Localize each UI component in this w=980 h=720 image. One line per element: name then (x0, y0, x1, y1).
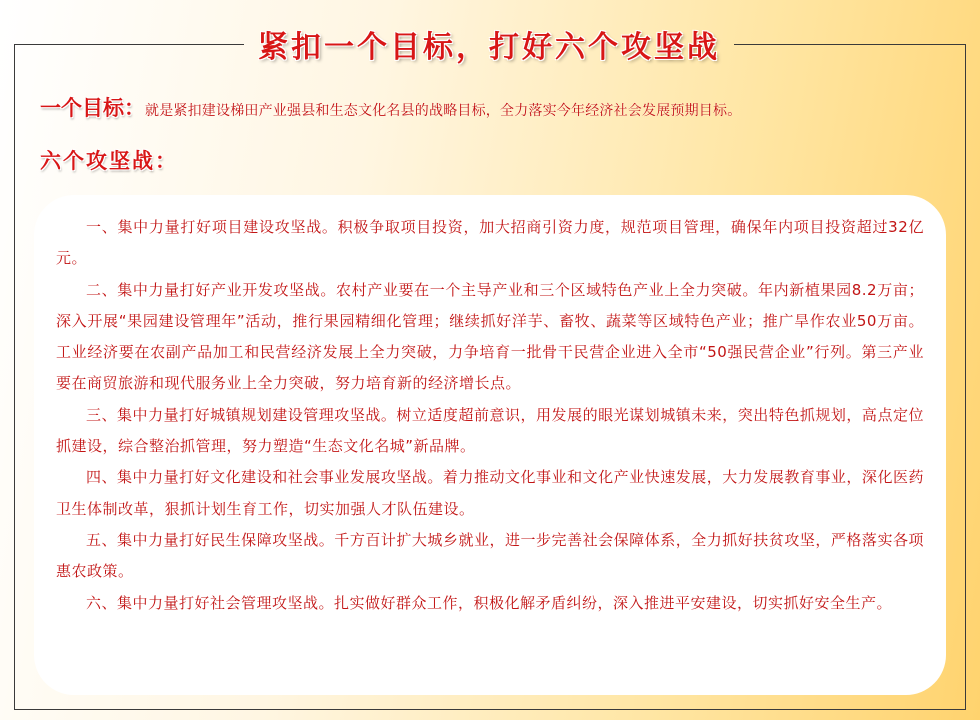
goal-text: 就是紧扣建设梯田产业强县和生态文化名县的战略目标，全力落实今年经济社会发展预期目标。 (145, 103, 742, 119)
battles-panel (34, 195, 946, 695)
battle-item-4: 四、集中力量打好文化建设和社会事业发展攻坚战。着力推动文化事业和文化产业快速发展，大力发展教育事业，深化医药卫生体制改革，狠抓计划生育工作，切实加强人才队伍建设。 (56, 468, 924, 518)
goal-line (40, 92, 960, 122)
goal-label: 一个目标： (40, 96, 145, 120)
battles-heading: 六个攻坚战： (40, 149, 178, 173)
battle-item-5: 五、集中力量打好民生保障攻坚战。千方百计扩大城乡就业，进一步完善社会保障体系，全力抓好扶贫攻坚，严格落实各项惠农政策。 (56, 530, 924, 581)
battle-item-6: 六、集中力量打好社会管理攻坚战。扎实做好群众工作，积极化解矛盾纠纷，深入推进平安建设，切实抓好安全生产。 (86, 593, 893, 612)
battle-item-2: 二、集中力量打好产业开发攻坚战。农村产业要在一个主导产业和三个区域特色产业上全力突破。年内新植果园8.2万亩；深入开展“果园建设管理年”活动，推行果园精细化管理；继续抓好洋芋、畜牧、蔬菜等区域特色产业；推广旱作农业50万亩。工业经济要在农副产品加工和民营经济发展上全力突破，力争培育一批骨干民营企业进入全市“50强民营企业”行列。第三产业要在商贸旅游和现代服务业上全力突破，努力培育新的经济增长点。 (56, 280, 924, 393)
battle-item-1: 一、集中力量打好项目建设攻坚战。积极争取项目投资，加大招商引资力度，规范项目管理，确保年内项目投资超过32亿元。 (56, 218, 924, 268)
page-title: 紧扣一个目标，打好六个攻坚战 (258, 30, 720, 65)
battle-item-3: 三、集中力量打好城镇规划建设管理攻坚战。树立适度超前意识，用发展的眼光谋划城镇未来，突出特色抓规划，高点定位抓建设，综合整治抓管理，努力塑造“生态文化名城”新品牌。 (56, 405, 924, 456)
